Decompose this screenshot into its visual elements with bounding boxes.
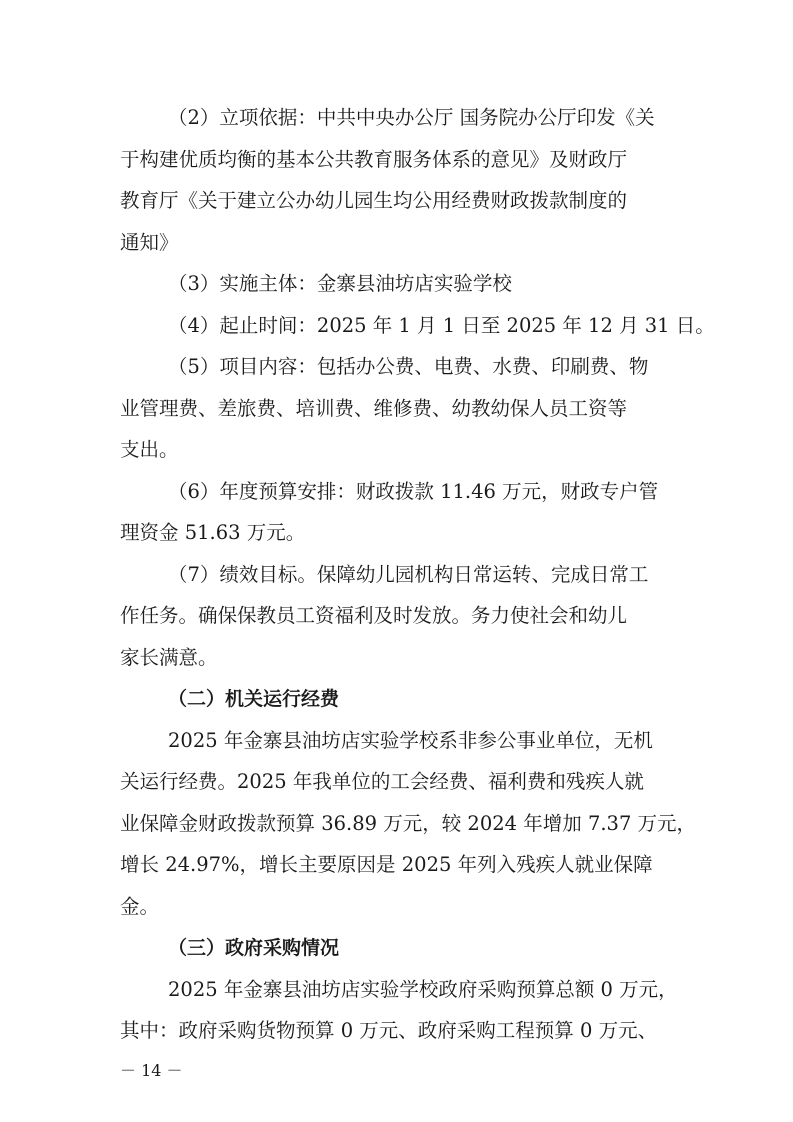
paragraph-line: 作任务。确保保教员工资福利及时发放。务力使社会和幼儿 (120, 604, 628, 627)
paragraph-line: 通知》 (120, 231, 179, 254)
paragraph-line: （4）起止时间：2025 年 1 月 1 日至 2025 年 12 月 31 日。 (168, 314, 715, 337)
paragraph-line: 教育厅《关于建立公办幼儿园生均公用经费财政拨款制度的 (120, 189, 628, 212)
paragraph-line: （3）实施主体：金寨县油坊店实验学校 (168, 272, 512, 295)
section-heading: （二）机关运行经费 (168, 688, 340, 710)
paragraph-line: 支出。 (120, 438, 179, 461)
paragraph-line: 家长满意。 (120, 646, 218, 669)
paragraph-line: （7）绩效目标。保障幼儿园机构日常运转、完成日常工 (168, 563, 649, 586)
paragraph-line: （2）立项依据：中共中央办公厅 国务院办公厅印发《关 (168, 106, 655, 129)
page-number: － 14 － (120, 1061, 183, 1080)
paragraph-line: 业保障金财政拨款预算 36.89 万元，较 2024 年增加 7.37 万元， (120, 812, 697, 835)
paragraph-line: 关运行经费。2025 年我单位的工会经费、福利费和残疾人就 (120, 770, 644, 793)
paragraph-line: 其中：政府采购货物预算 0 万元、政府采购工程预算 0 万元、 (120, 1019, 658, 1042)
paragraph-line: （6）年度预算安排：财政拨款 11.46 万元，财政专户管 (168, 480, 659, 503)
paragraph-line: 业管理费、差旅费、培训费、维修费、幼教幼保人员工资等 (120, 397, 628, 420)
paragraph-line: 于构建优质均衡的基本公共教育服务体系的意见》及财政厅 (120, 148, 628, 171)
paragraph-line: 金。 (120, 895, 160, 918)
paragraph-line: 2025 年金寨县油坊店实验学校政府采购预算总额 0 万元， (168, 978, 678, 1001)
paragraph-line: 2025 年金寨县油坊店实验学校系非参公事业单位，无机 (168, 729, 653, 752)
paragraph-line: （5）项目内容：包括办公费、电费、水费、印刷费、物 (168, 355, 649, 378)
paragraph-line: 理资金 51.63 万元。 (120, 521, 306, 544)
paragraph-line: 增长 24.97%，增长主要原因是 2025 年列入残疾人就业保障 (120, 853, 653, 876)
section-heading: （三）政府采购情况 (168, 937, 340, 959)
